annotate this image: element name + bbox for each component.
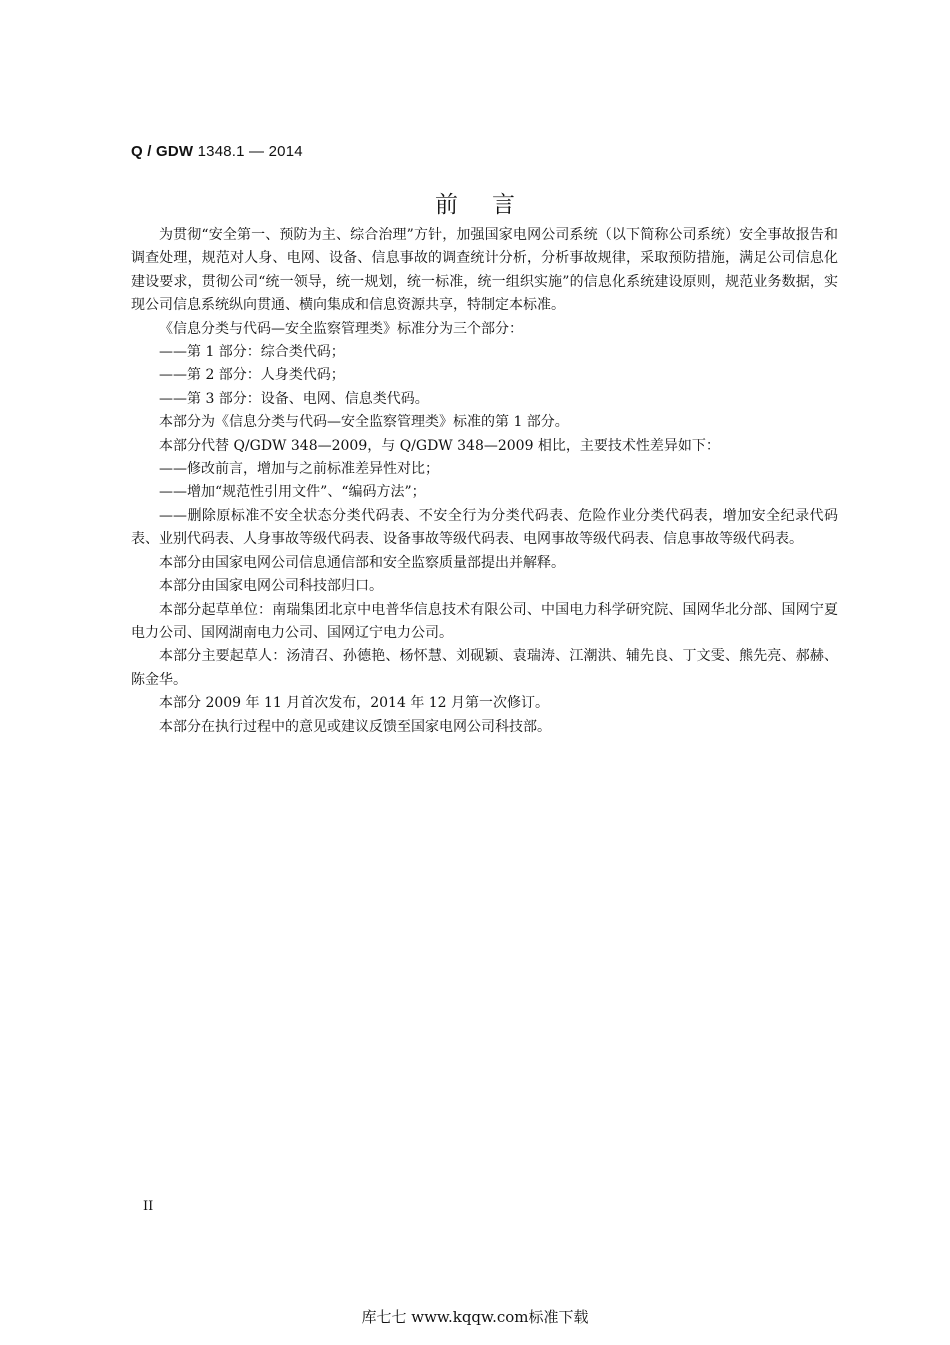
paragraph-feedback: 本部分在执行过程中的意见或建议反馈至国家电网公司科技部。 — [159, 718, 551, 735]
list-item-change3: ——删除原标准不安全状态分类代码表、不安全行为分类代码表、危险作业分类代码表，增加安全纪录代码表、业别代码表、人身事故等级代码表、设备事故等级代码表、电网事故等级代码表、信息事故等级代码表。 — [131, 507, 838, 548]
paragraph-drafters: 本部分主要起草人：汤清召、孙德艳、杨怀慧、刘砚颖、袁瑞涛、江潮洪、辅先良、丁文雯、熊先亮、郝赫、陈金华。 — [131, 648, 838, 688]
paragraph-managed-by: 本部分由国家电网公司科技部归口。 — [159, 578, 383, 595]
paragraph-proposed-by: 本部分由国家电网公司信息通信部和安全监察质量部提出并解释。 — [159, 554, 565, 571]
paragraph-parts-intro: 《信息分类与代码—安全监察管理类》标准分为三个部分： — [159, 320, 523, 337]
list-item-change1: ——修改前言，增加与之前标准差异性对比； — [159, 461, 439, 478]
paragraph-drafting-units: 本部分起草单位：南瑞集团北京中电普华信息技术有限公司、中国电力科学研究院、国网华北分部、国网宁夏电力公司、国网湖南电力公司、国网辽宁电力公司。 — [131, 601, 838, 641]
list-item-part2: ——第 2 部分：人身类代码； — [159, 367, 345, 384]
paragraph-this-part: 本部分为《信息分类与代码—安全监察管理类》标准的第 1 部分。 — [159, 414, 569, 431]
standard-code-number: 1348.1 — 2014 — [197, 143, 303, 160]
list-item-part3: ——第 3 部分：设备、电网、信息类代码。 — [159, 390, 429, 407]
standard-code — [131, 143, 303, 160]
list-item-change2: ——增加“规范性引用文件”、“编码方法”； — [159, 484, 426, 501]
page-title: 前言 — [435, 192, 549, 218]
paragraph-purpose: 为贯彻“安全第一、预防为主、综合治理”方针，加强国家电网公司系统（以下简称公司系统）安全事故报告和调查处理，规范对人身、电网、设备、信息事故的调查统计分析，分析事故规律，采取预防措施，满足公司信息化建设要求，贯彻公司“统一领导，统一规划，统一标准，统一组织实施”的信息化系统建设原则，规范业务数据，实现公司信息系统纵向贯通、横向集成和信息资源共享，特制定本标准。 — [131, 227, 838, 314]
paragraph-release-history: 本部分 2009 年 11 月首次发布，2014 年 12 月第一次修订。 — [159, 695, 550, 712]
paragraph-replaces: 本部分代替 Q/GDW 348—2009，与 Q/GDW 348—2009 相比，主要技术性差异如下： — [159, 437, 720, 454]
list-item-part1: ——第 1 部分：综合类代码； — [159, 344, 345, 361]
standard-code-prefix: Q / GDW — [131, 143, 194, 160]
foreword-body — [131, 224, 838, 739]
page-number: II — [143, 1199, 154, 1214]
footer-watermark: 库七七 www.kqqw.com标准下载 — [361, 1308, 589, 1326]
